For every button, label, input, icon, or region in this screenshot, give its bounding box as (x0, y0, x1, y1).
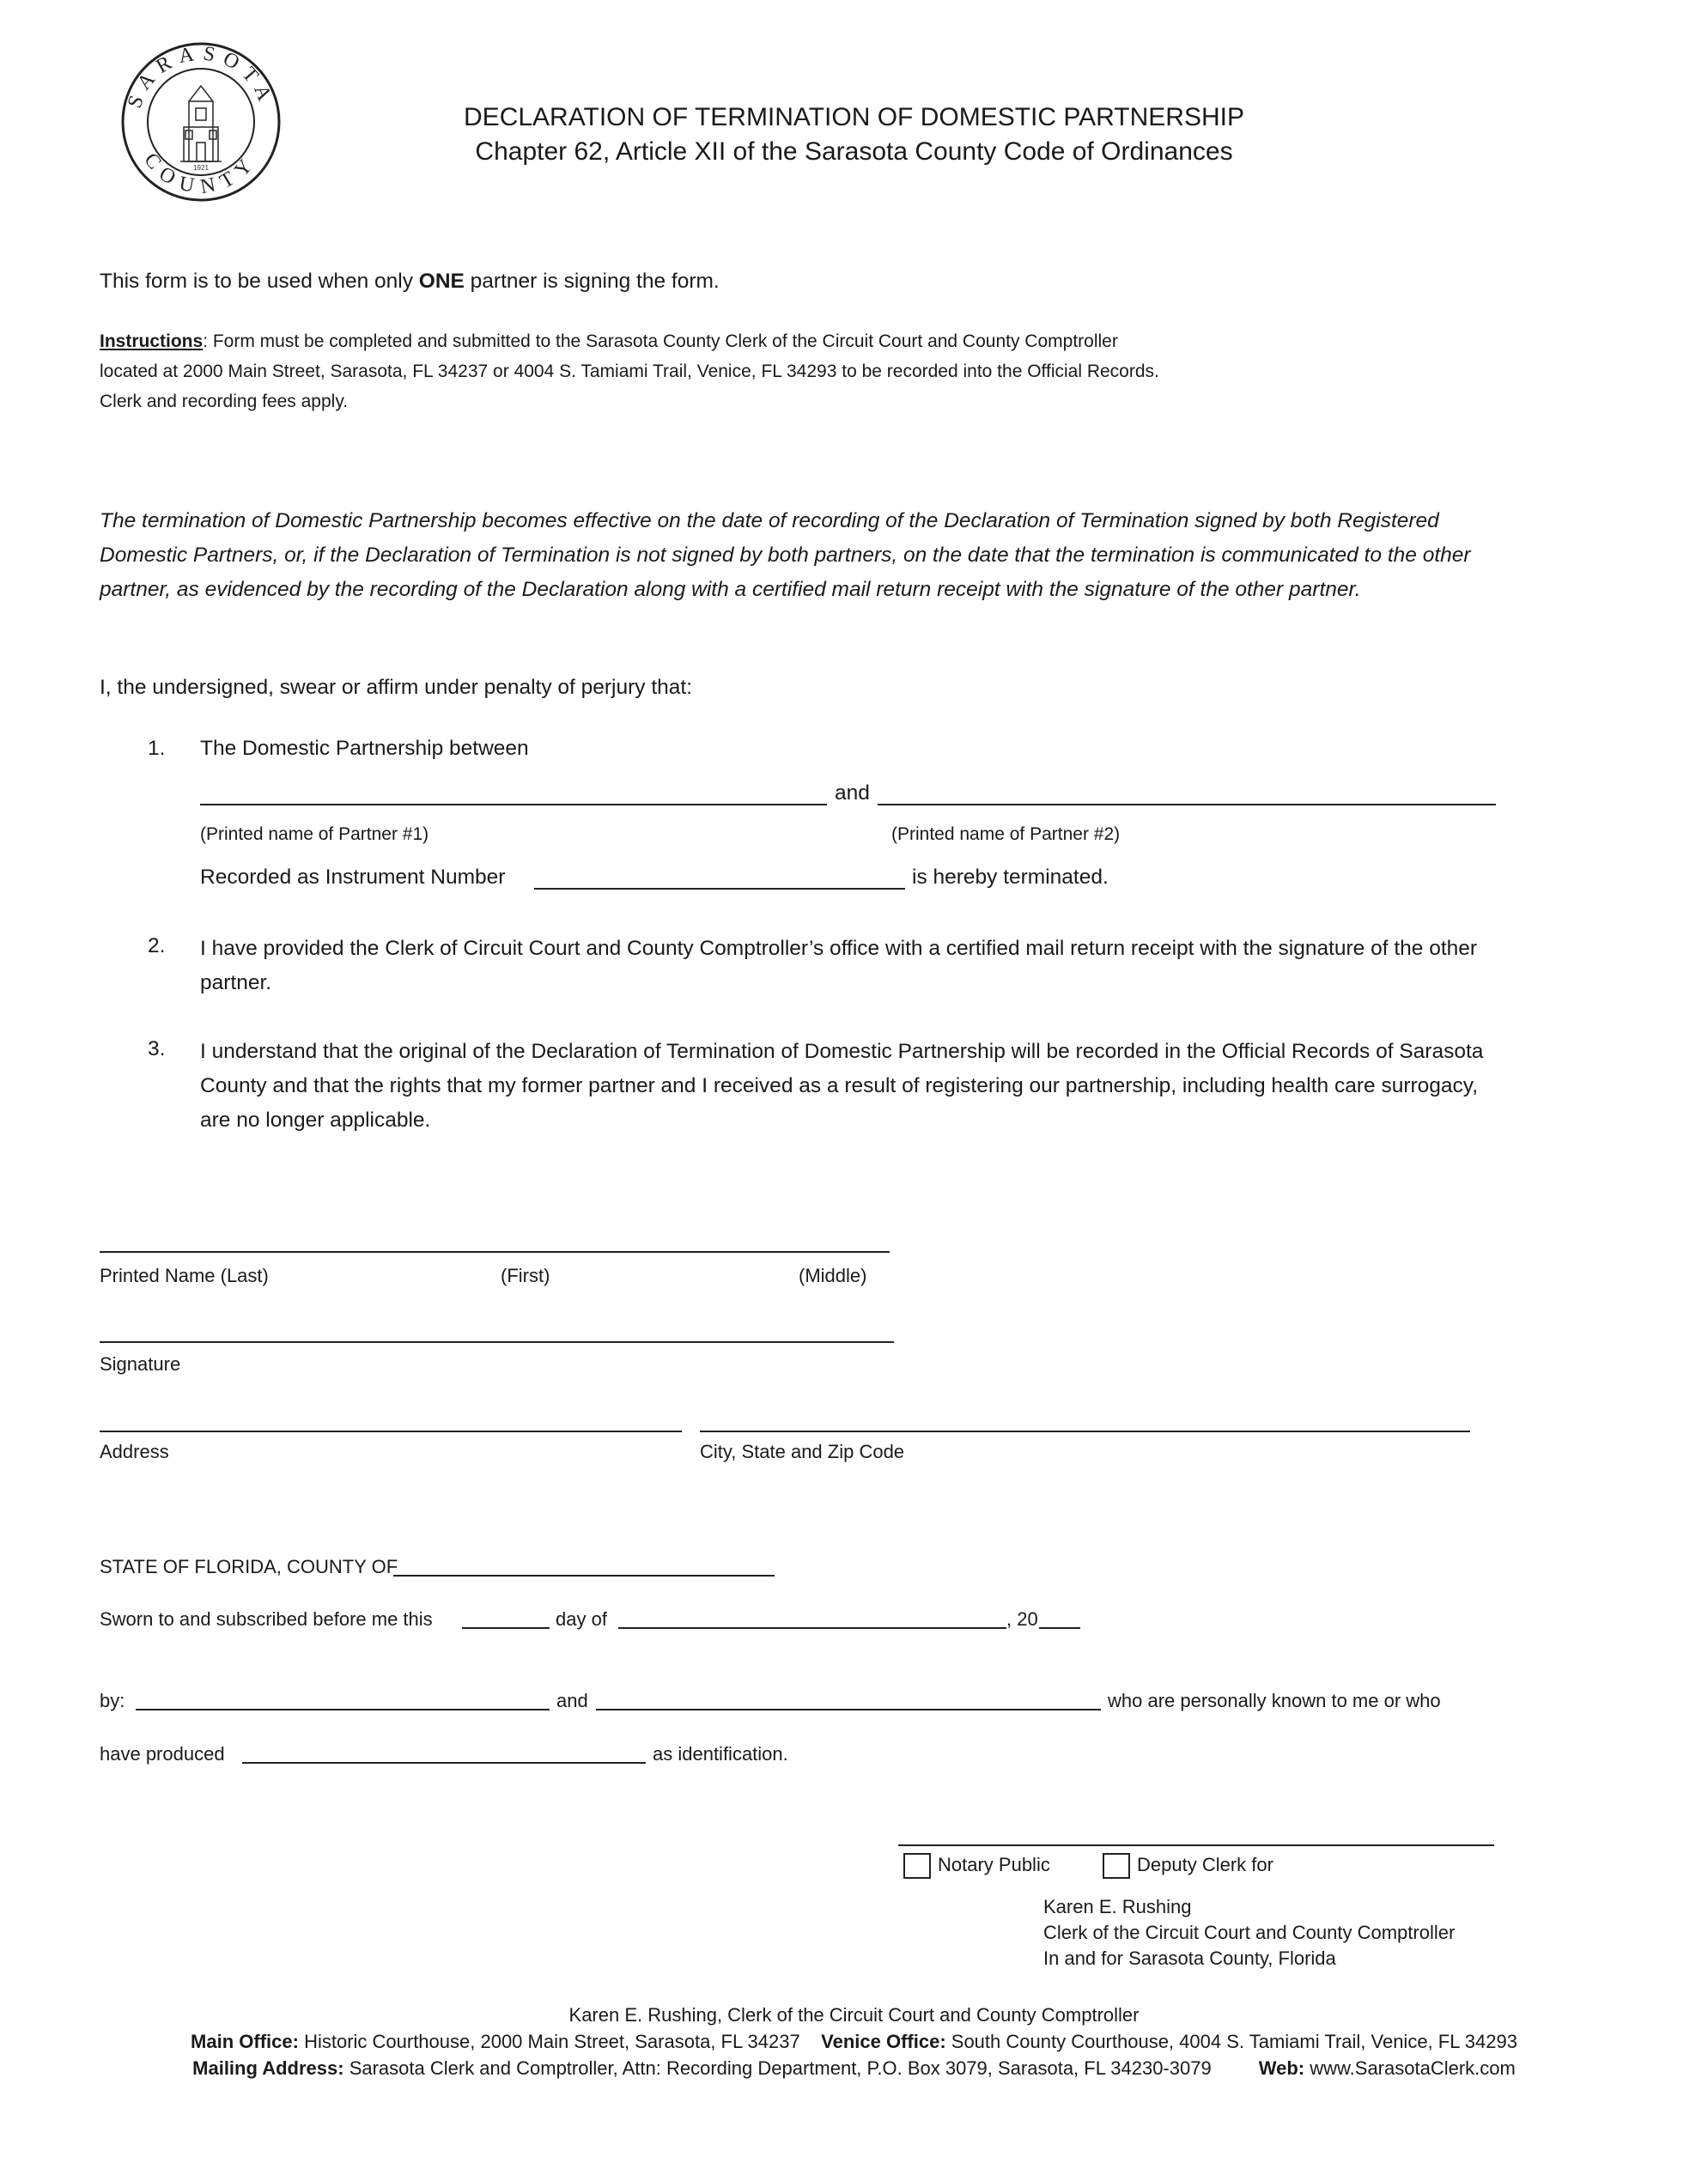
by-label: by: (100, 1690, 125, 1711)
intro-text (100, 270, 720, 294)
effective-date-note: The termination of Domestic Partnership becomes effective on the date of recording of the Declaration of Termination signed by both Registered Domestic Partners, or, if the Declaration of Termination is not signed by both partners, on the date that the termination is communicated to the other partner, as evidenced by the recording of the Declaration along with a certified mail return receipt with the signature of the other partner. (100, 509, 1471, 601)
item-3-text: I understand that the original of the Declaration of Termination of Domestic Partnership will be recorded in the Official Records of Sarasota County and that the rights that my former partner and I received as a result of registering our partnership, including health care surrogacy, are no longer applicable. (200, 1040, 1484, 1132)
sworn-month-field[interactable] (618, 1627, 1006, 1629)
footer-venice-text: South County Courthouse, 4004 S. Tamiami Trail, Venice, FL 34293 (945, 2031, 1517, 2052)
by-and-label: and (556, 1690, 588, 1711)
instructions-label: Instructions (100, 331, 204, 351)
notary-signature-field[interactable] (898, 1844, 1494, 1846)
address-label: Address (100, 1441, 169, 1462)
sworn-year-field[interactable] (1039, 1627, 1080, 1629)
footer-venice-label: Venice Office: (821, 2031, 946, 2052)
and-label: and (835, 781, 870, 805)
deputy-clerk-option[interactable] (1103, 1853, 1273, 1879)
instructions-text: : Form must be completed and submitted to the Sarasota County Clerk of the Circuit Court and County Comptroller located at 2000 Main Street, Sarasota, FL 34237 or 4004 S. Tamiami Trail, Venice, FL 34293 to be recorded into the Official Records. Clerk and recording fees apply. (100, 331, 1159, 411)
sworn-year-prefix: , 20 (1006, 1608, 1038, 1630)
item-2-text: I have provided the Clerk of Circuit Court and County Comptroller’s office with a certified mail return receipt with the signature of the other partner. (200, 937, 1478, 994)
known-text: who are personally known to me or who (1108, 1690, 1441, 1711)
intro-suffix: partner is signing the form. (464, 270, 720, 293)
partner-1-name-field[interactable] (200, 804, 827, 805)
clerk-name: Karen E. Rushing (1043, 1896, 1192, 1917)
footer-main-text: Historic Courthouse, 2000 Main Street, Sarasota, FL 34237 (298, 2031, 800, 2052)
footer-mailing-text: Sarasota Clerk and Comptroller, Attn: Recording Department, P.O. Box 3079, Sarasota, FL 34230-3079 (343, 2057, 1212, 2079)
printed-last-label: Printed Name (Last) (100, 1265, 269, 1286)
oath-statement: I, the undersigned, swear or affirm under penalty of perjury that: (100, 676, 693, 699)
partner-2-label: (Printed name of Partner #2) (891, 824, 1121, 844)
partner-2-name-field[interactable] (878, 804, 1496, 805)
sworn-day-of: day of (556, 1608, 607, 1630)
seal-year: 1921 (193, 164, 209, 172)
printed-first-label: (First) (501, 1265, 550, 1286)
identification-field[interactable] (242, 1762, 646, 1764)
footer-web-link[interactable]: www.SarasotaClerk.com (1304, 2057, 1516, 2079)
footer-main-label: Main Office: (191, 2031, 299, 2052)
instrument-number-field[interactable] (534, 888, 905, 890)
city-state-zip-field[interactable] (700, 1431, 1470, 1432)
item-1-text: The Domestic Partnership between (200, 737, 529, 760)
footer-clerk-line: Karen E. Rushing, Clerk of the Circuit Court and County Comptroller (568, 2004, 1140, 2026)
notary-public-checkbox[interactable] (903, 1853, 931, 1879)
intro-prefix: This form is to be used when only (100, 270, 419, 293)
document-subtitle: Chapter 62, Article XII of the Sarasota County Code of Ordinances (475, 137, 1233, 166)
printed-name-field[interactable] (100, 1251, 890, 1253)
sworn-day-field[interactable] (462, 1627, 550, 1629)
recorded-suffix: is hereby terminated. (912, 866, 1109, 889)
signature-label: Signature (100, 1353, 181, 1375)
signature-field[interactable] (100, 1341, 894, 1343)
notary-public-label: Notary Public (938, 1853, 1050, 1875)
partner-1-label: (Printed name of Partner #1) (200, 824, 429, 844)
printed-middle-label: (Middle) (799, 1265, 867, 1286)
deputy-clerk-label: Deputy Clerk for (1137, 1853, 1273, 1875)
by-name-1-field[interactable] (136, 1709, 550, 1710)
address-field[interactable] (100, 1431, 682, 1432)
county-field[interactable] (393, 1575, 775, 1577)
city-state-zip-label: City, State and Zip Code (700, 1441, 905, 1462)
recorded-prefix: Recorded as Instrument Number (200, 866, 506, 889)
as-identification-label: as identification. (653, 1743, 788, 1765)
seal-top-text: SARASOTA (123, 42, 279, 112)
seal-bottom-text: COUNTY (139, 149, 263, 199)
footer-offices (0, 2031, 1708, 2053)
have-produced-label: have produced (100, 1743, 225, 1765)
clerk-title: Clerk of the Circuit Court and County Comptroller (1043, 1922, 1456, 1943)
item-2-number: 2. (148, 934, 166, 957)
footer-mailing (0, 2057, 1708, 2080)
by-name-2-field[interactable] (596, 1709, 1101, 1710)
footer-mailing-label: Mailing Address: (192, 2057, 344, 2079)
item-3-number: 3. (148, 1037, 166, 1060)
instructions (100, 326, 1164, 416)
footer-web-label: Web: (1258, 2057, 1305, 2079)
deputy-clerk-checkbox[interactable] (1103, 1853, 1130, 1879)
state-county-label: STATE OF FLORIDA, COUNTY OF (100, 1556, 398, 1577)
item-1-number: 1. (148, 737, 166, 760)
sworn-prefix: Sworn to and subscribed before me this (100, 1608, 433, 1630)
notary-public-option[interactable] (903, 1853, 1050, 1879)
intro-emphasis: ONE (418, 270, 465, 293)
document-title: DECLARATION OF TERMINATION OF DOMESTIC PARTNERSHIP (464, 103, 1244, 131)
clerk-county: In and for Sarasota County, Florida (1043, 1947, 1336, 1969)
